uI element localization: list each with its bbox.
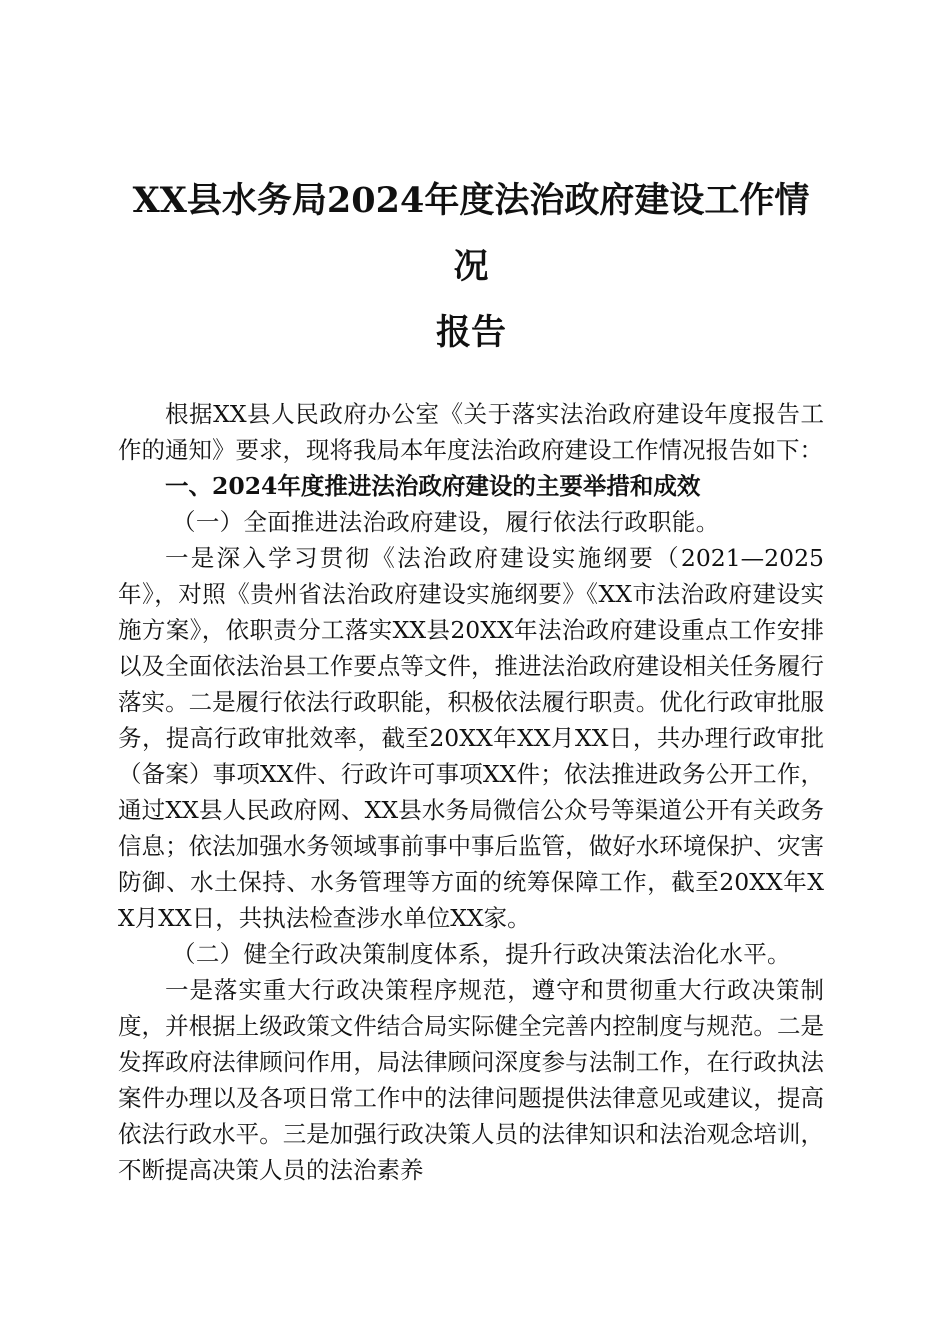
intro-paragraph: 根据XX县人民政府办公室《关于落实法治政府建设年度报告工作的通知》要求，现将我局本年度法治政府建设工作情况报告如下： (118, 400, 824, 464)
document-title (118, 168, 824, 366)
document-body (118, 396, 824, 1188)
title-line-2: 报告 (435, 312, 506, 353)
subsection-1-body: 一是深入学习贯彻《法治政府建设实施纲要（2021—2025年》，对照《贵州省法治政府建设实施纲要》《XX市法治政府建设实施方案》，依职责分工落实XX县20XX年法治政府建设重点工作安排以及全面依法治县工作要点等文件，推进法治政府建设相关任务履行落实。二是履行依法行政职能，积极依法履行职责。优化行政审批服务，提高行政审批效率，截至20XX年XX月XX日，共办理行政审批（备案）事项XX件、行政许可事项XX件；依法推进政务公开工作，通过XX县人民政府网、XX县水务局微信公众号等渠道公开有关政务信息；依法加强水务领域事前事中事后监管，做好水环境保护、灾害防御、水土保持、水务管理等方面的统筹保障工作，截至20XX年XX月XX日，共执法检查涉水单位XX家。 (118, 544, 824, 932)
document-page (118, 168, 824, 1188)
section-1-heading: 一、2024年度推进法治政府建设的主要举措和成效 (165, 472, 701, 500)
subsection-2-body: 一是落实重大行政决策程序规范，遵守和贯彻重大行政决策制度，并根据上级政策文件结合局实际健全完善内控制度与规范。二是发挥政府法律顾问作用，局法律顾问深度参与法制工作，在行政执法案件办理以及各项日常工作中的法律问题提供法律意见或建议，提高依法行政水平。三是加强行政决策人员的法律知识和法治观念培训，不断提高决策人员的法治素养 (118, 976, 824, 1184)
subsection-1-heading: （一）全面推进法治政府建设，履行依法行政职能。 (172, 508, 720, 536)
title-line-1: XX县水务局2024年度法治政府建设工作情况 (132, 180, 810, 287)
subsection-2-heading: （二）健全行政决策制度体系，提升行政决策法治化水平。 (172, 940, 791, 968)
